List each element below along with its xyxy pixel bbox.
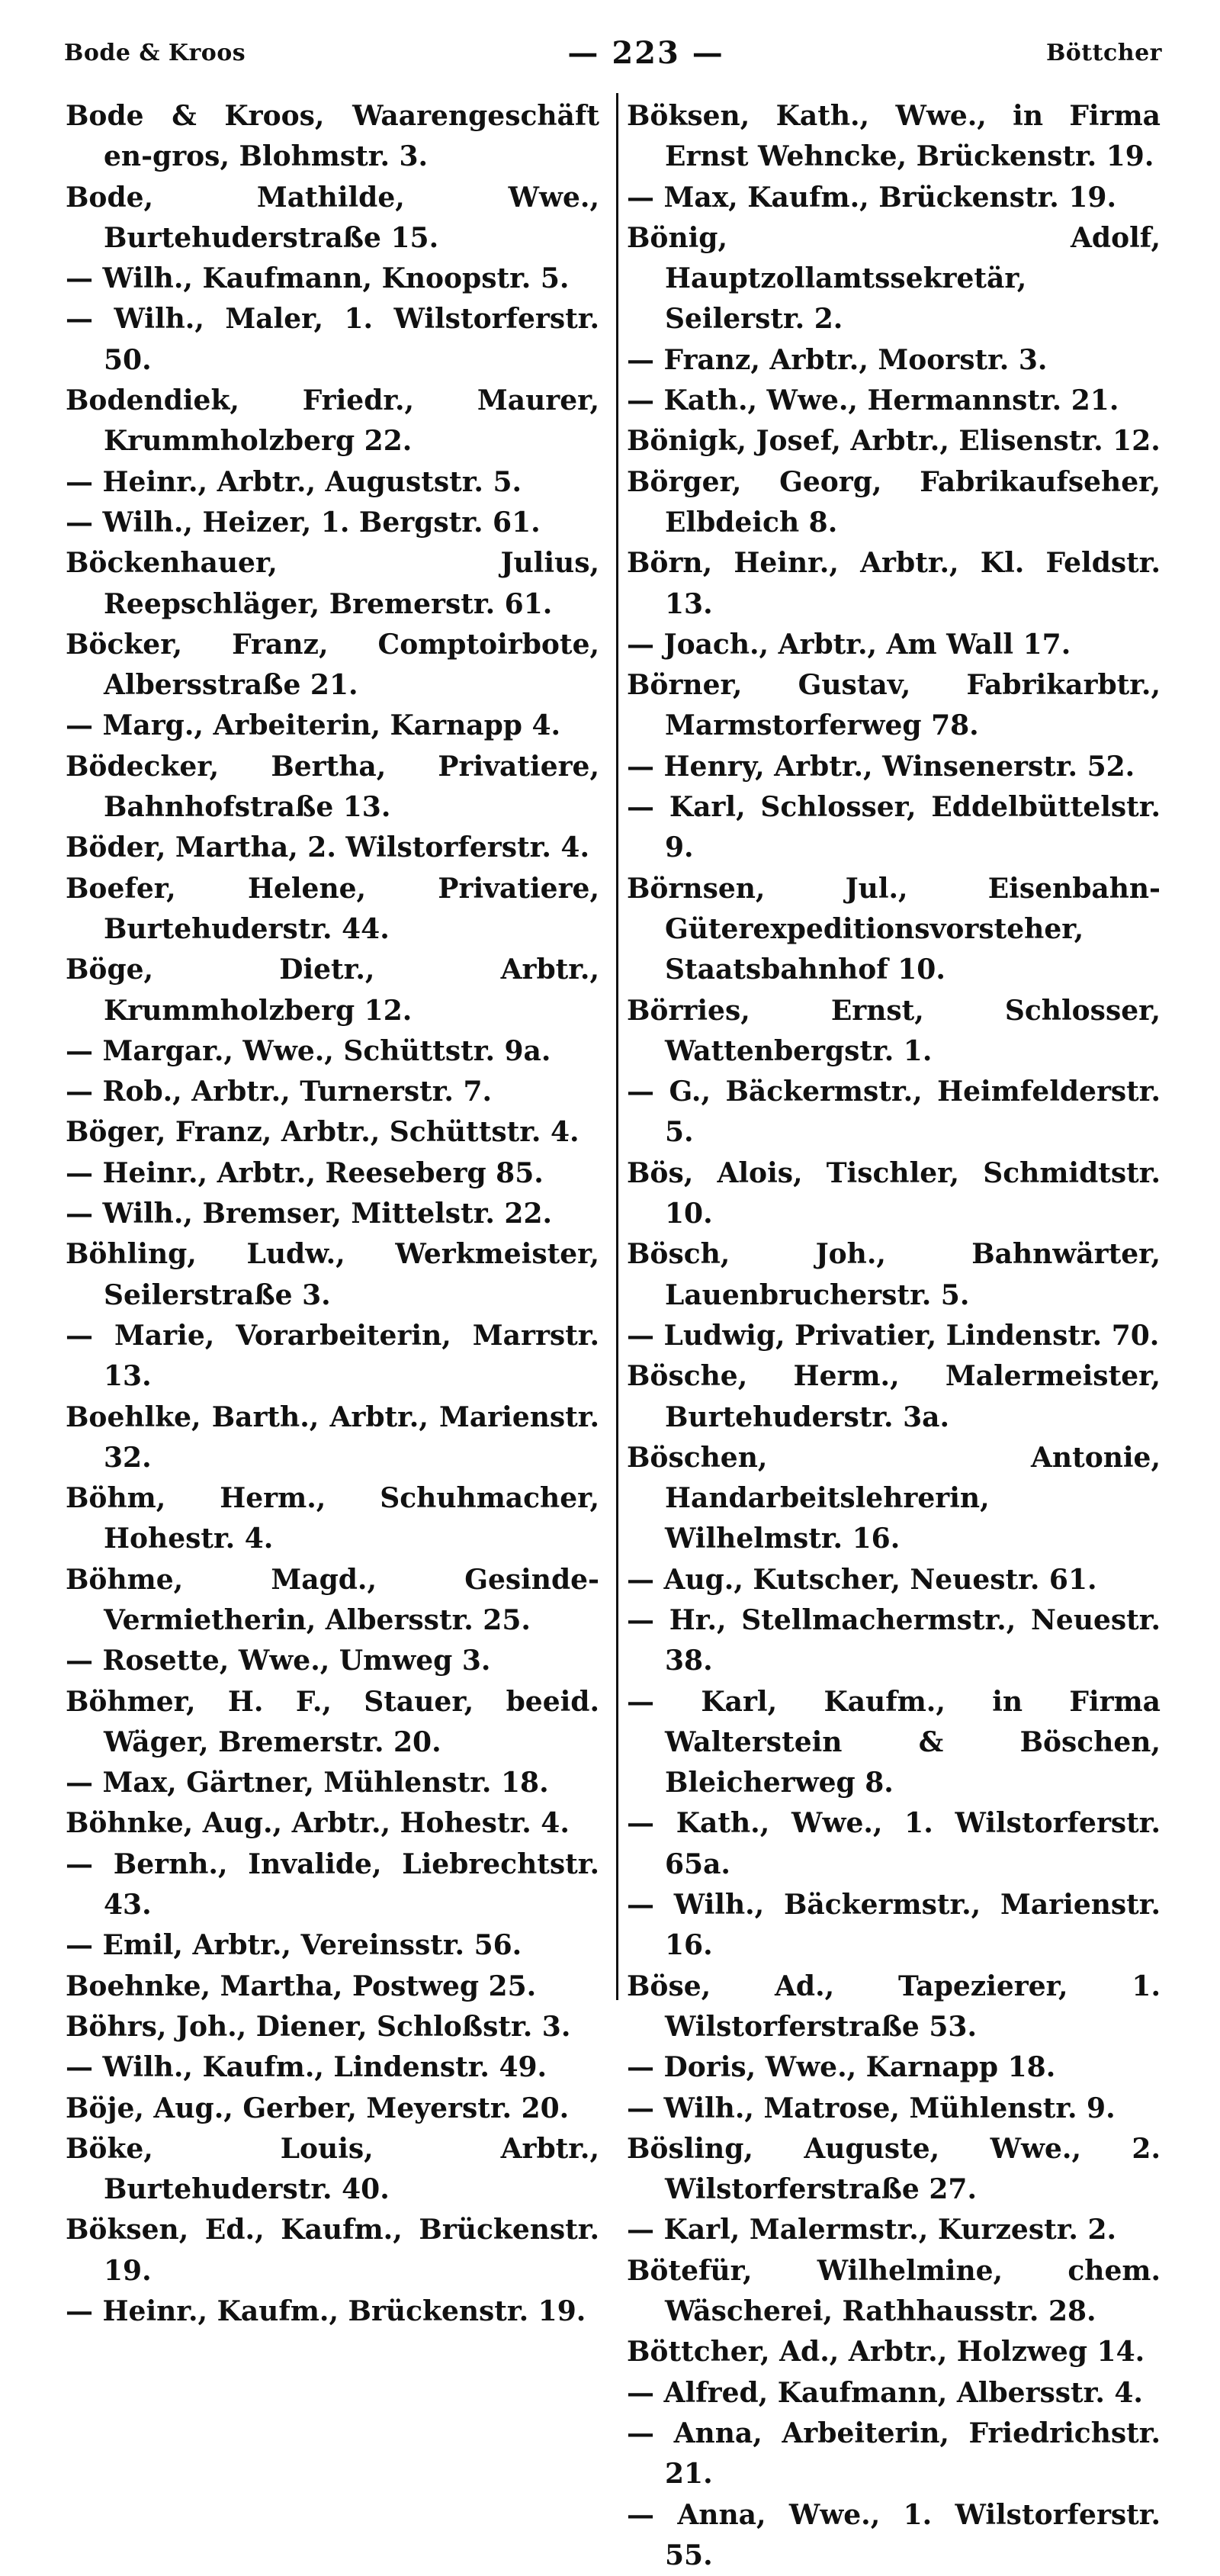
directory-entry: — Max, Gärtner, Mühlenstr. 18. — [66, 1767, 549, 1799]
directory-entry: — Henry, Arbtr., Winsenerstr. 52. — [627, 750, 1135, 783]
directory-entry: Bode, Mathilde, Wwe., Burtehuderstraße 15. — [66, 181, 599, 254]
directory-entry: Bönig, Adolf, Hauptzollamtssekretär, Seilerstr. 2. — [627, 221, 1161, 336]
page-header — [64, 23, 1162, 82]
right-column — [627, 96, 1161, 2576]
header-right-catchword: Böttcher — [1045, 39, 1162, 66]
directory-entry: Böhnke, Aug., Arbtr., Hohestr. 4. — [66, 1807, 570, 1840]
directory-entry: Boefer, Helene, Privatiere, Burtehuderstr. 44. — [66, 872, 599, 945]
directory-entry: — Hr., Stellmachermstr., Neuestr. 38. — [627, 1603, 1161, 1677]
directory-entry: Böge, Dietr., Arbtr., Krummholzberg 12. — [66, 954, 599, 1027]
directory-entry: Bös, Alois, Tischler, Schmidtstr. 10. — [627, 1156, 1161, 1230]
directory-entry: Böcker, Franz, Comptoirbote, Albersstraße 21. — [66, 628, 599, 702]
header-left-catchword: Bode & Kroos — [64, 39, 246, 66]
directory-entry: Boehlke, Barth., Arbtr., Marienstr. 32. — [66, 1401, 599, 1474]
directory-entry: Böttcher, Ad., Arbtr., Holzweg 14. — [627, 2336, 1145, 2369]
directory-entry: — Margar., Wwe., Schüttstr. 9a. — [66, 1034, 551, 1067]
directory-entry: Bönigk, Josef, Arbtr., Elisenstr. 12. — [627, 425, 1161, 458]
directory-entry: Börnsen, Jul., Eisenbahn-Güterexpeditionsvorsteher, Staatsbahnhof 10. — [627, 872, 1161, 986]
directory-entry: Bösling, Auguste, Wwe., 2. Wilstorferstraße 27. — [627, 2132, 1161, 2206]
directory-entry: — G., Bäckermstr., Heimfelderstr. 5. — [627, 1076, 1161, 1149]
directory-entry: — Franz, Arbtr., Moorstr. 3. — [627, 343, 1048, 376]
directory-entry: Böksen, Kath., Wwe., in Firma Ernst Wehncke, Brückenstr. 19. — [627, 100, 1161, 173]
directory-entry: Boehnke, Martha, Postweg 25. — [66, 1970, 537, 2002]
directory-entry: — Wilh., Bremser, Mittelstr. 22. — [66, 1198, 553, 1230]
left-column — [66, 96, 599, 2332]
directory-entry: — Rob., Arbtr., Turnerstr. 7. — [66, 1076, 493, 1108]
directory-entry: — Doris, Wwe., Karnapp 18. — [627, 2051, 1056, 2084]
directory-entry: Böschen, Antonie, Handarbeitslehrerin, Wilhelmstr. 16. — [627, 1441, 1161, 1555]
directory-entry: — Wilh., Matrose, Mühlenstr. 9. — [627, 2092, 1116, 2124]
directory-entry: Bösche, Herm., Malermeister, Burtehuderstr. 3a. — [627, 1360, 1161, 1433]
directory-entry: Böksen, Ed., Kaufm., Brückenstr. 19. — [66, 2214, 599, 2287]
directory-entry: Böje, Aug., Gerber, Meyerstr. 20. — [66, 2092, 570, 2124]
directory-entry: Börn, Heinr., Arbtr., Kl. Feldstr. 13. — [627, 547, 1161, 620]
directory-entry: — Wilh., Maler, 1. Wilstorferstr. 50. — [66, 303, 599, 376]
directory-entry: Böder, Martha, 2. Wilstorferstr. 4. — [66, 831, 589, 864]
directory-entry: Bodendiek, Friedr., Maurer, Krummholzberg 22. — [66, 384, 599, 458]
directory-entry: — Karl, Schlosser, Eddelbüttelstr. 9. — [627, 791, 1161, 864]
directory-entry: — Wilh., Kaufm., Lindenstr. 49. — [66, 2051, 547, 2084]
directory-entry: — Rosette, Wwe., Umweg 3. — [66, 1645, 491, 1677]
directory-entry: — Marg., Arbeiterin, Karnapp 4. — [66, 709, 561, 742]
directory-entry: Bötefür, Wilhelmine, chem. Wäscherei, Rathhausstr. 28. — [627, 2254, 1161, 2328]
directory-entry: — Karl, Kaufm., in Firma Walterstein & Böschen, Bleicherweg 8. — [627, 1685, 1161, 1799]
directory-entry: — Max, Kaufm., Brückenstr. 19. — [627, 181, 1116, 214]
directory-entry: Böhmer, H. F., Stauer, beeid. Wäger, Bremerstr. 20. — [66, 1685, 599, 1758]
directory-entry: — Wilh., Kaufmann, Knoopstr. 5. — [66, 262, 570, 295]
directory-entry: — Kath., Wwe., 1. Wilstorferstr. 65a. — [627, 1807, 1161, 1880]
directory-entry: Böke, Louis, Arbtr., Burtehuderstr. 40. — [66, 2132, 599, 2206]
directory-entry: Börries, Ernst, Schlosser, Wattenbergstr. 1. — [627, 994, 1161, 1067]
directory-entry: — Kath., Wwe., Hermannstr. 21. — [627, 384, 1119, 417]
page-number: — 223 — — [567, 34, 724, 71]
directory-entry: — Anna, Wwe., 1. Wilstorferstr. 55. — [627, 2498, 1161, 2571]
directory-entry: — Emil, Arbtr., Vereinsstr. 56. — [66, 1929, 522, 1962]
directory-entry: — Wilh., Bäckermstr., Marienstr. 16. — [627, 1889, 1161, 1962]
directory-entry: Böger, Franz, Arbtr., Schüttstr. 4. — [66, 1116, 580, 1149]
directory-entry: Böse, Ad., Tapezierer, 1. Wilstorferstraße 53. — [627, 1970, 1161, 2043]
directory-entry: Börger, Georg, Fabrikaufseher, Elbdeich 8. — [627, 465, 1161, 539]
directory-entry: Bode & Kroos, Waarengeschäft en-gros, Blohmstr. 3. — [66, 100, 599, 173]
directory-entry: Böhme, Magd., Gesinde-Vermietherin, Albersstr. 25. — [66, 1563, 599, 1636]
directory-entry: — Aug., Kutscher, Neuestr. 61. — [627, 1563, 1097, 1596]
directory-entry: Böhrs, Joh., Diener, Schloßstr. 3. — [66, 2010, 571, 2043]
directory-entry: — Heinr., Arbtr., Auguststr. 5. — [66, 465, 522, 498]
column-divider — [616, 93, 618, 2000]
directory-entry: — Anna, Arbeiterin, Friedrichstr. 21. — [627, 2417, 1161, 2491]
directory-entry: Bödecker, Bertha, Privatiere, Bahnhofstraße 13. — [66, 750, 599, 824]
directory-entry: — Marie, Vorarbeiterin, Marrstr. 13. — [66, 1319, 599, 1393]
directory-entry: — Heinr., Arbtr., Reeseberg 85. — [66, 1156, 544, 1189]
directory-entry: Böhling, Ludw., Werkmeister, Seilerstraße 3. — [66, 1238, 599, 1311]
directory-entry: — Heinr., Kaufm., Brückenstr. 19. — [66, 2295, 586, 2328]
directory-entry: — Joach., Arbtr., Am Wall 17. — [627, 628, 1071, 661]
directory-entry: Börner, Gustav, Fabrikarbtr., Marmstorferweg 78. — [627, 669, 1161, 742]
directory-entry: Böhm, Herm., Schuhmacher, Hohestr. 4. — [66, 1482, 599, 1555]
directory-entry: — Bernh., Invalide, Liebrechtstr. 43. — [66, 1848, 599, 1922]
directory-entry: — Alfred, Kaufmann, Albersstr. 4. — [627, 2376, 1143, 2409]
directory-entry: — Karl, Malermstr., Kurzestr. 2. — [627, 2214, 1117, 2246]
directory-entry: Böckenhauer, Julius, Reepschläger, Bremerstr. 61. — [66, 547, 599, 620]
directory-entry: — Ludwig, Privatier, Lindenstr. 70. — [627, 1319, 1160, 1352]
directory-entry: Bösch, Joh., Bahnwärter, Lauenbrucherstr. 5. — [627, 1238, 1161, 1311]
directory-entry: — Wilh., Heizer, 1. Bergstr. 61. — [66, 506, 541, 539]
